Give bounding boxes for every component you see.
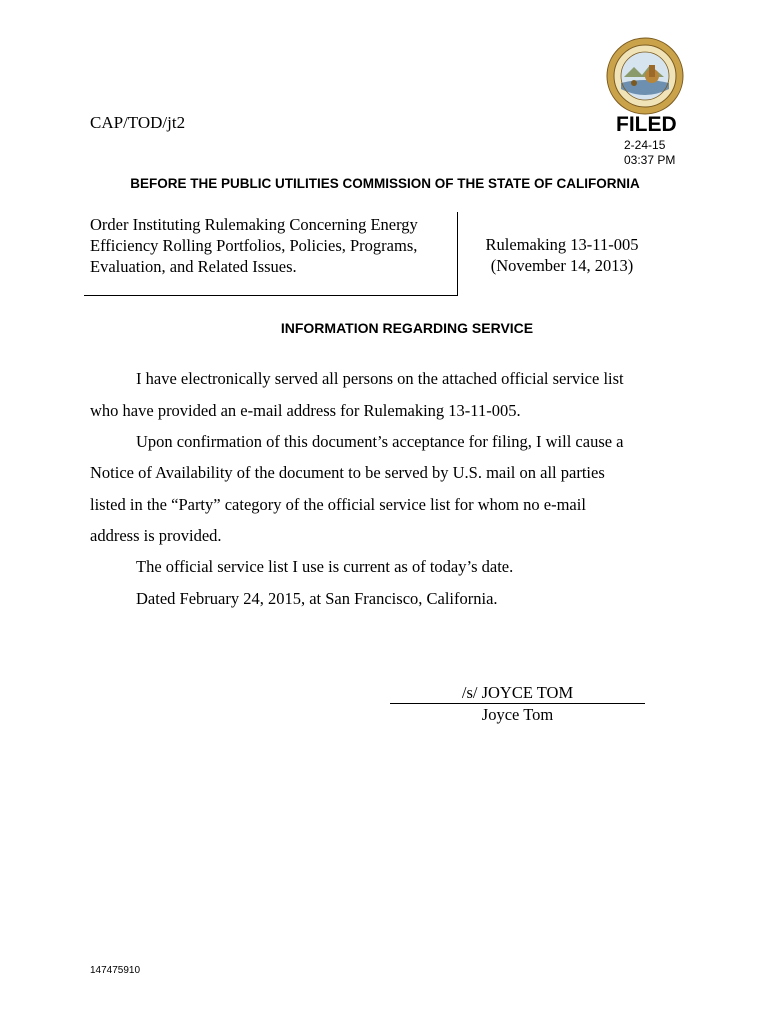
case-caption-box	[84, 212, 458, 296]
signature-typed: /s/ JOYCE TOM	[461, 683, 574, 702]
filed-stamp-time: 03:37 PM	[624, 153, 676, 167]
body-line: Dated February 24, 2015, at San Francisco, California.	[136, 589, 498, 608]
filed-stamp-label: FILED	[616, 113, 677, 136]
body-line: The official service list I use is current as of today’s date.	[136, 557, 514, 576]
caption-line: Order Instituting Rulemaking Concerning Energy	[90, 215, 418, 234]
body-line: Notice of Availability of the document to be served by U.S. mail on all parties	[90, 463, 605, 482]
proceeding-number: Rulemaking 13-11-005	[485, 235, 639, 254]
proceeding-date: (November 14, 2013)	[490, 256, 634, 275]
document-heading: BEFORE THE PUBLIC UTILITIES COMMISSION OF THE STATE OF CALIFORNIA	[130, 176, 640, 191]
body-line: listed in the “Party” category of the official service list for whom no e-mail	[90, 495, 586, 514]
proceeding-info	[462, 235, 662, 277]
caption-line: Efficiency Rolling Portfolios, Policies, Programs,	[90, 236, 418, 255]
signature-line	[390, 703, 645, 704]
signer-name: Joyce Tom	[481, 705, 554, 724]
body-line: Upon confirmation of this document’s acceptance for filing, I will cause a	[136, 432, 624, 451]
filed-stamp-date: 2-24-15	[624, 138, 666, 152]
california-puc-seal-icon	[606, 37, 684, 115]
caption-line: Evaluation, and Related Issues.	[90, 257, 297, 276]
body-line: address is provided.	[90, 526, 222, 545]
document-number: 147475910	[90, 965, 141, 976]
section-title: INFORMATION REGARDING SERVICE	[280, 320, 534, 336]
file-code: CAP/TOD/jt2	[90, 113, 186, 132]
body-line: who have provided an e-mail address for Rulemaking 13-11-005.	[90, 401, 521, 420]
body-line: I have electronically served all persons on the attached official service list	[136, 369, 624, 388]
